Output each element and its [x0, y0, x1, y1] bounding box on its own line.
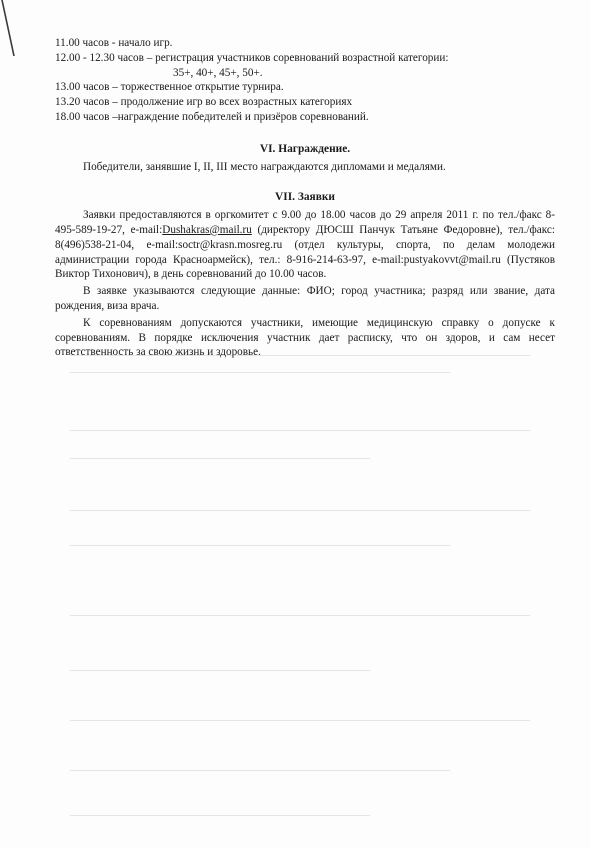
schedule-line	[55, 110, 555, 125]
requests-heading: VII. Заявки	[275, 191, 335, 204]
schedule-text: - начало игр.	[111, 37, 173, 49]
awards-heading: VI. Награждение.	[259, 142, 351, 155]
bleed-through-line	[70, 372, 450, 373]
schedule-line	[55, 36, 555, 51]
bleed-through-line	[70, 430, 530, 431]
bleed-through-line	[70, 670, 370, 671]
requests-paragraph-contacts	[55, 208, 555, 282]
requests-text: Заявки предоставляются в оргкомитет с 9.00 до 18.00 часов до 29 апреля 2011 г. по тел./факс 8-495-589-19-27, e-mail:	[55, 209, 555, 236]
bleed-through-line	[70, 545, 450, 546]
schedule-time: 11.00 часов	[55, 37, 109, 49]
schedule-time: 18.00 часов	[55, 110, 110, 123]
bleed-through-line	[70, 815, 370, 816]
requests-paragraph-admission: К соревнованиям допускаются участники, имеющие медицинскую справку о допуске к соревнованиям. В порядке исключения участник дает расписку, что он здоров, и сам несет ответственность за свою жизнь и здоровье.	[55, 316, 555, 359]
schedule-line	[55, 95, 555, 110]
schedule-time: 13.20 часов	[55, 96, 110, 109]
scan-fold-mark	[0, 0, 40, 56]
schedule-text: – регистрация участников соревнований возрастной категории:	[146, 51, 449, 64]
bleed-through-line	[70, 615, 530, 616]
bleed-through-line	[70, 458, 370, 459]
awards-text: Победители, занявшие I, II, III место награждаются дипломами и медалями.	[83, 160, 446, 173]
schedule-text: –награждение победителей и призёров соревнований.	[112, 110, 369, 123]
schedule-line	[55, 80, 555, 95]
age-categories: 35+, 40+, 45+, 50+.	[173, 66, 263, 79]
schedule-text: – продолжение игр во всех возрастных категориях	[112, 96, 353, 109]
bleed-through-line	[70, 510, 530, 511]
requests-text: (директору ДЮСШ Панчук Татьяне Федоровне), тел./факс: 8(496)538-21-04, e-mail:soctr@krasn.mosreg.ru (отдел культуры, спорта, по делам молодежи администрации города Красноармейск), тел.: 8-916-214-63-97, e-mail:	[55, 223, 555, 266]
document-content	[55, 36, 555, 360]
schedule-line	[55, 51, 555, 66]
requests-text: (Пустяков Виктор Тихонович), в день соревнований до 10.00 часов.	[55, 253, 555, 281]
bleed-through-line	[70, 720, 530, 721]
schedule-time: 13.00 часов	[55, 81, 110, 94]
schedule-text: – торжественное открытие турнира.	[112, 81, 284, 94]
requests-paragraph-data: В заявке указываются следующие данные: ФИО; город участника; разряд или звание, дата рождения, виза врача.	[55, 285, 555, 312]
email-link-pustyakov[interactable]: pustyakovvt@mail.ru	[403, 253, 501, 266]
bleed-through-line	[70, 770, 450, 771]
email-link-dushakras[interactable]: Dushakras@mail.ru	[162, 223, 252, 236]
schedule	[55, 36, 555, 125]
schedule-time: 12.00 - 12.30 часов	[55, 51, 144, 64]
